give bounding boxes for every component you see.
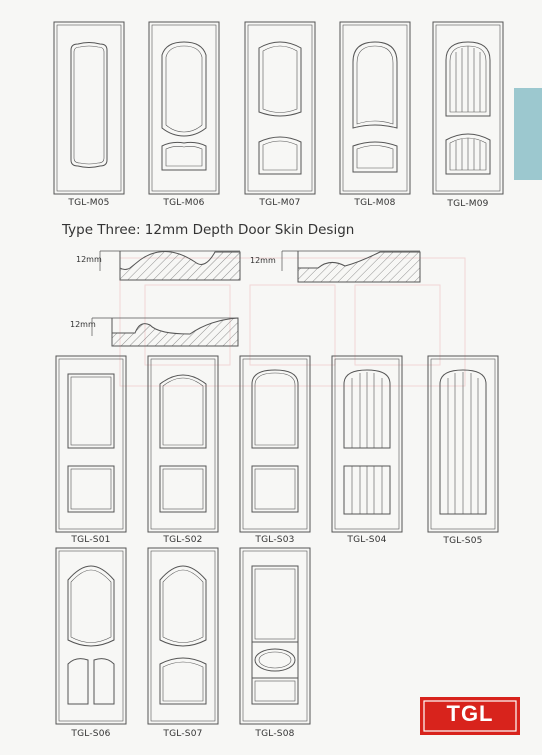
door-tgl-s05 [428,356,498,532]
door-tgl-s06 [56,548,126,724]
dimension-c: 12mm [70,320,96,329]
door-tgl-s01 [56,356,126,532]
profile-c [92,318,238,346]
tgl-logo [420,697,520,735]
label-m06: TGL-M06 [163,198,205,208]
label-m09: TGL-M09 [447,199,489,209]
label-s03: TGL-S03 [255,535,295,545]
profile-a [100,251,240,280]
door-tgl-m05 [54,22,124,194]
profile-b [282,251,420,282]
door-tgl-m08 [340,22,410,194]
label-s05: TGL-S05 [443,536,483,546]
dimension-b: 12mm [250,256,276,265]
label-s02: TGL-S02 [163,535,203,545]
label-m05: TGL-M05 [68,198,110,208]
door-tgl-m06 [149,22,219,194]
door-tgl-s07 [148,548,218,724]
door-tgl-m07 [245,22,315,194]
door-tgl-s04 [332,356,402,532]
label-s01: TGL-S01 [71,535,111,545]
door-tgl-s08 [240,548,310,724]
label-s07: TGL-S07 [163,729,203,739]
section-title: Type Three: 12mm Depth Door Skin Design [62,222,355,238]
label-m07: TGL-M07 [259,198,301,208]
logo-text: TGL [446,701,494,726]
label-s08: TGL-S08 [255,729,295,739]
label-s04: TGL-S04 [347,535,387,545]
dimension-a: 12mm [76,255,102,264]
door-tgl-s03 [240,356,310,532]
door-tgl-s02 [148,356,218,532]
side-tab [514,88,542,180]
door-tgl-m09 [433,22,503,194]
label-m08: TGL-M08 [354,198,396,208]
label-s06: TGL-S06 [71,729,111,739]
